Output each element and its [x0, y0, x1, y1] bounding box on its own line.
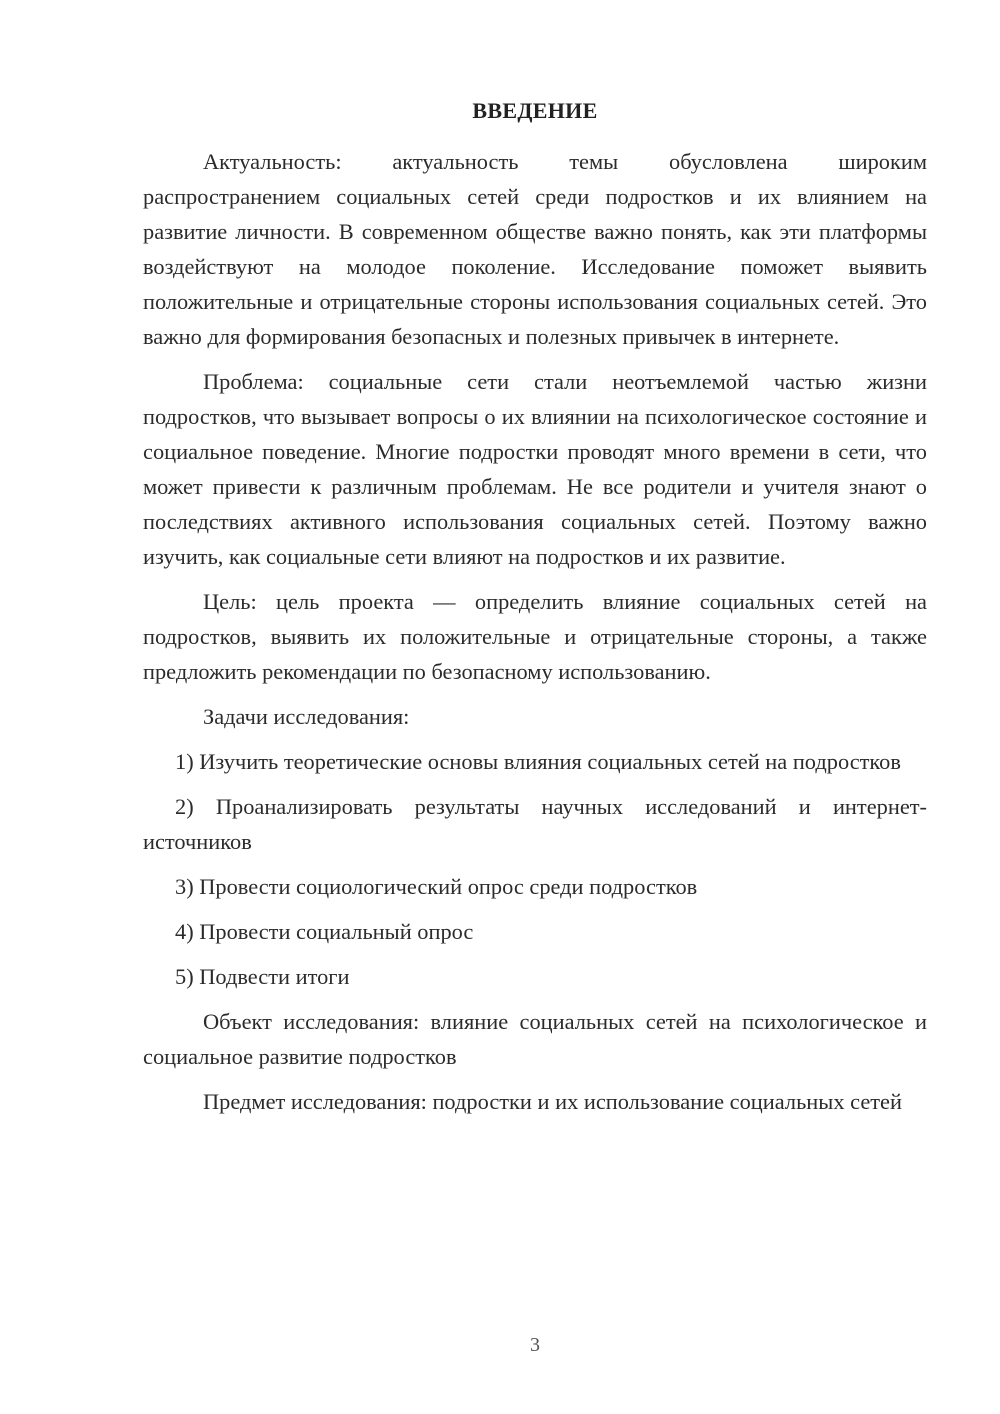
tasks-heading: Задачи исследования: — [203, 704, 410, 729]
object-paragraph: Объект исследования: влияние социальных сетей на психологическое и социальное развитие подростков — [143, 1009, 927, 1069]
task-item: 2) Проанализировать результаты научных исследований и интернет-источников — [143, 794, 927, 854]
problem-paragraph: Проблема: социальные сети стали неотъемлемой частью жизни подростков, что вызывает вопросы о их влиянии на психологическое состояние и социальное поведение. Многие подростки проводят много времени в сети, что может привести к различным проблемам. Не все родители и учителя знают о последствиях активного использования социальных сетей. Поэтому важно изучить, как социальные сети влияют на подростков и их развитие. — [143, 369, 927, 569]
page-number: 3 — [530, 1334, 540, 1356]
document-body — [143, 144, 927, 1129]
task-item: 1) Изучить теоретические основы влияния социальных сетей на подростков — [175, 749, 901, 774]
relevance-paragraph: Актуальность: актуальность темы обусловлена широким распространением социальных сетей среди подростков и их влиянием на развитие личности. В современном обществе важно понять, как эти платформы воздействуют на молодое поколение. Исследование поможет выявить положительные и отрицательные стороны использования социальных сетей. Это важно для формирования безопасных и полезных привычек в интернете. — [143, 149, 927, 349]
task-item: 4) Провести социальный опрос — [175, 919, 474, 944]
task-item: 3) Провести социологический опрос среди подростков — [175, 874, 698, 899]
section-title: ВВЕДЕНИЕ — [472, 98, 598, 123]
goal-paragraph: Цель: цель проекта — определить влияние социальных сетей на подростков, выявить их положительные и отрицательные стороны, а также предложить рекомендации по безопасному использованию. — [143, 589, 927, 684]
task-item: 5) Подвести итоги — [175, 964, 350, 989]
subject-paragraph: Предмет исследования: подростки и их использование социальных сетей — [203, 1089, 902, 1114]
